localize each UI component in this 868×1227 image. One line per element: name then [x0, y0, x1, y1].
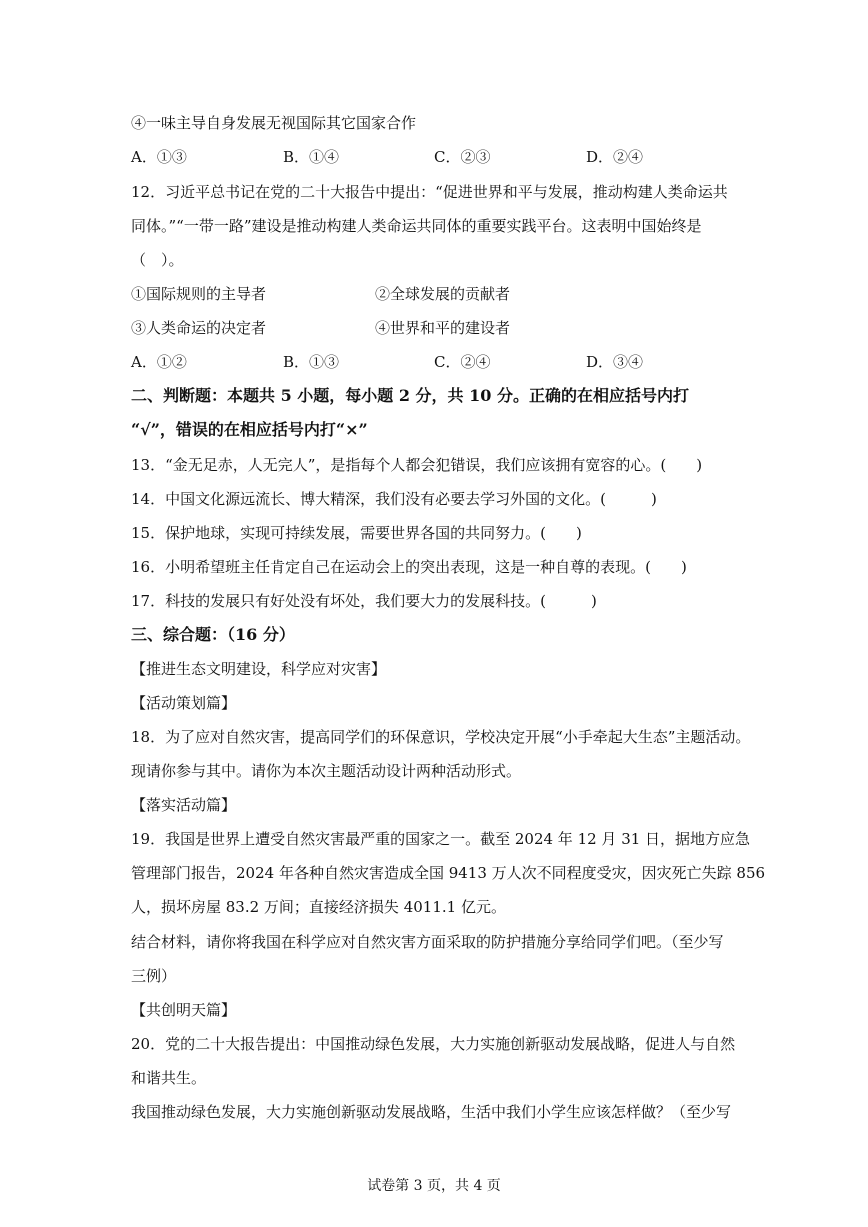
part-implementation: 【落实活动篇】: [131, 796, 237, 814]
q11-option-b: B．①④: [283, 148, 340, 166]
q11-option-a: A．①③: [131, 148, 187, 166]
q12-item-4: ④世界和平的建设者: [375, 319, 511, 337]
page-footer: 试卷第 3 页，共 4 页: [367, 1178, 501, 1194]
section-2-title-line-2: “√”，错误的在相应括号内打“×”: [131, 420, 368, 439]
q12-option-d: D．③④: [586, 353, 644, 371]
part-activity-planning: 【活动策划篇】: [131, 694, 237, 712]
q12-option-a: A．①②: [131, 353, 187, 371]
q20-line-1: 20．党的二十大报告提出：中国推动绿色发展，大力实施创新驱动发展战略，促进人与自然: [131, 1035, 736, 1053]
q19-line-4: 结合材料，请你将我国在科学应对自然灾害方面采取的防护措施分享给同学们吧。（至少写: [131, 933, 724, 951]
q11-option-d: D．②④: [586, 148, 644, 166]
section-3-title: 三、综合题：（16 分）: [131, 625, 295, 644]
q12-item-2: ②全球发展的贡献者: [375, 285, 511, 303]
q20-line-3: 我国推动绿色发展，大力实施创新驱动发展战略，生活中我们小学生应该怎样做？（至少写: [131, 1103, 732, 1121]
q19-line-1: 19．我国是世界上遭受自然灾害最严重的国家之一。截至 2024 年 12 月 31 日，据地方应急: [131, 830, 751, 848]
q20-line-2: 和谐共生。: [131, 1069, 207, 1087]
q19-line-5: 三例）: [131, 967, 177, 985]
q12-stem-line-3: （ ）。: [131, 251, 184, 269]
q12-item-1: ①国际规则的主导者: [131, 285, 267, 303]
q12-option-c: C．②④: [434, 353, 491, 371]
q15: 15．保护地球，实现可持续发展，需要世界各国的共同努力。( ): [131, 524, 582, 542]
q11-item-4: ④一味主导自身发展无视国际其它国家合作: [131, 114, 417, 132]
q12-stem-line-2: 同体。”“一带一路”建设是推动构建人类命运共同体的重要实践平台。这表明中国始终是: [131, 217, 702, 235]
q18-line-2: 现请你参与其中。请你为本次主题活动设计两种活动形式。: [131, 762, 522, 780]
q19-line-2: 管理部门报告，2024 年各种自然灾害造成全国 9413 万人次不同程度受灾，因灾死亡失踪 856: [131, 864, 766, 882]
section-3-theme: 【推进生态文明建设，科学应对灾害】: [131, 660, 387, 678]
section-2-title-line-1: 二、判断题：本题共 5 小题，每小题 2 分，共 10 分。正确的在相应括号内打: [131, 386, 689, 405]
q19-line-3: 人，损坏房屋 83.2 万间；直接经济损失 4011.1 亿元。: [131, 898, 506, 916]
q12-item-3: ③人类命运的决定者: [131, 319, 267, 337]
q16: 16．小明希望班主任肯定自己在运动会上的突出表现，这是一种自尊的表现。( ): [131, 558, 687, 576]
part-future: 【共创明天篇】: [131, 1001, 237, 1019]
q17: 17．科技的发展只有好处没有坏处，我们要大力的发展科技。( ): [131, 592, 597, 610]
q12-option-b: B．①③: [283, 353, 340, 371]
q11-option-c: C．②③: [434, 148, 491, 166]
q18-line-1: 18．为了应对自然灾害，提高同学们的环保意识，学校决定开展“小手牵起大生态”主题活动。: [131, 728, 751, 746]
q13: 13．“金无足赤，人无完人”，是指每个人都会犯错误，我们应该拥有宽容的心。( ): [131, 456, 703, 474]
q14: 14．中国文化源远流长、博大精深，我们没有必要去学习外国的文化。( ): [131, 490, 657, 508]
q12-stem-line-1: 12．习近平总书记在党的二十大报告中提出：“促进世界和平与发展，推动构建人类命运共: [131, 183, 728, 201]
